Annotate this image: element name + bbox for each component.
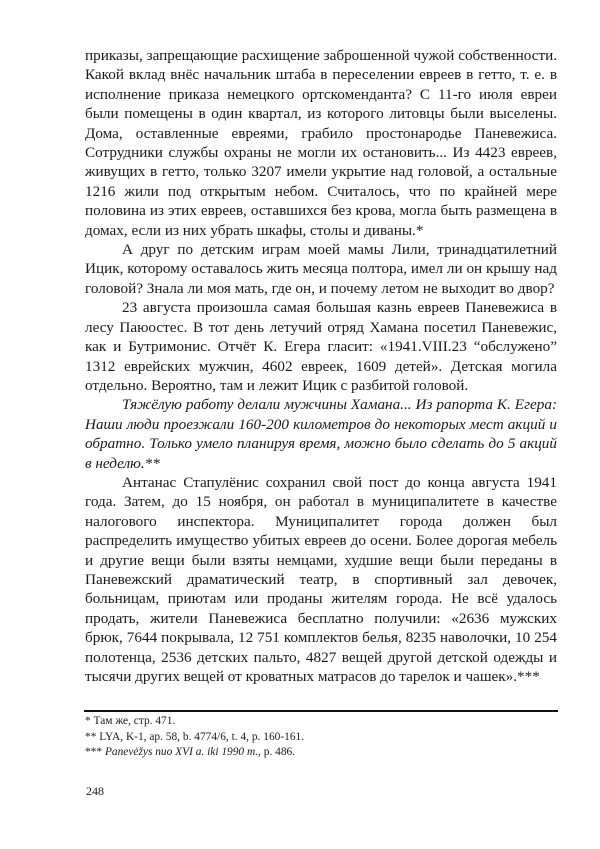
footnote-3-suffix: , p. 486. [258, 746, 296, 758]
footnote-2: ** LYA, K-1, ap. 58, b. 4774/6, t. 4, p. 160-161. [85, 730, 305, 743]
paragraph-august-23: 23 августа произошла самая большая казнь евреев Паневежиса в лесу Паюостес. В тот день летучий отряд Хамана посетил Паневежис, как и Бутримонис. Отчёт К. Егера гласит: «1941.VIII.23 “обслужено” 1312 еврейских мужчин, 4602 евреек, 1609 детей». Детская могила отдельно. Вероятно, там и лежит Ицик с разбитой головой. [85, 299, 557, 394]
paragraph-itsik: А друг по детским играм моей мамы Лили, тринадцатилетний Ицик, которому оставалось жить месяца полтора, имел ли он крышу над головой? Знала ли моя мать, где он, и почему летом не выходит во двор? [85, 241, 557, 297]
footnotes [85, 714, 557, 761]
page-number: 248 [86, 784, 104, 798]
footnote-3-title: Panevėžys nuo XVI a. iki 1990 m. [104, 746, 259, 758]
paragraph-stapulenis: Антанас Стапулёнис сохранил свой пост до конца августа 1941 года. Затем, до 15 ноября, он работал в муниципалитете в качестве налогового инспектора. Муниципалитет города должен был распределить имущество убитых евреев до осени. Более дорогая мебель и другие вещи были взяты немцами, худшие вещи были переданы в Паневежский драматический театр, в спортивный зал девочек, больницам, приютам или проданы жителям города. Не всё удалось продать, жители Паневежиса бесплатно получили: «2636 мужских брюк, 7644 покрывала, 12 751 комплектов белья, 8235 наволочки, 10 254 полотенца, 2536 детских пальто, 4827 вещей другой детской одежды и тысячи других вещей от кроватных матрасов до тарелок и чашек».*** [85, 473, 557, 685]
footnote-1: * Там же, стр. 471. [85, 715, 176, 727]
main-text [85, 46, 557, 686]
paragraph-jaeger-quote: Тяжёлую работу делали мужчины Хамана... Из рапорта К. Егера: Наши люди проезжали 160-200 километров до некоторых мест акций и обратно. Только умело планируя время, можно было сделать до 5 акций в неделю.** [85, 396, 557, 472]
paragraph-continuation: приказы, запрещающие расхищение заброшенной чужой собственности. Какой вклад внёс начальник штаба в переселении евреев в гетто, т. е. в исполнение приказа немецкого ортскоменданта? С 11-го июля евреи были помещены в один квартал, из которого литовцы были выселены. Дома, оставленные евреями, грабило простонародье Паневежиса. Сотрудники службы охраны не могли их остановить... Из 4423 евреев, живущих в гетто, только 3207 имели укрытие над головой, а остальные 1216 жили под открытым небом. Считалось, что по крайней мере половина из этих евреев, оставшихся без крова, могла быть размещена в домах, если из них убрать шкафы, столы и диваны.* [85, 47, 557, 239]
footnote-3 [85, 745, 557, 761]
footnote-3-prefix: *** [85, 746, 105, 758]
footnote-separator [84, 710, 558, 712]
